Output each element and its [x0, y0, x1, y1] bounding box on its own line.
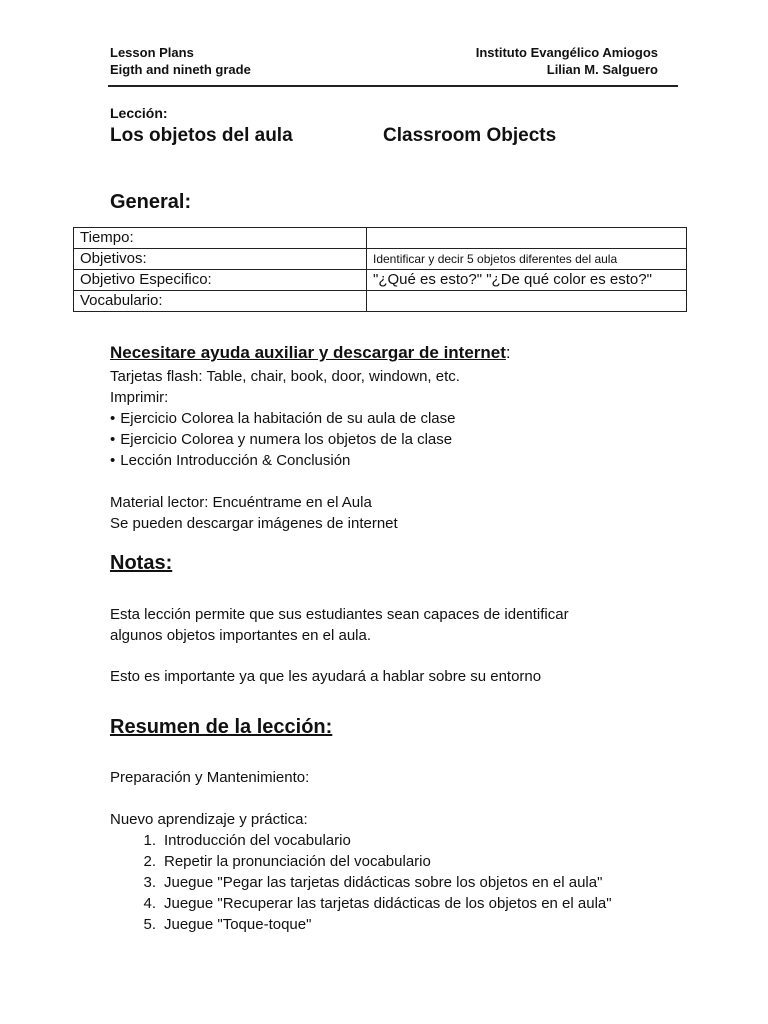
preparation-label: Preparación y Mantenimiento: — [110, 769, 310, 786]
row-label-vocabulario: Vocabulario: — [74, 291, 367, 312]
list-item: • Lección Introducción & Conclusión — [110, 450, 455, 471]
row-value-vocabulario — [367, 291, 687, 312]
list-item — [110, 893, 612, 914]
row-label-objetivo-especifico: Objetivo Especifico: — [74, 270, 367, 291]
header-grade: Eigth and nineth grade — [110, 62, 251, 77]
notes-paragraph-1b: algunos objetos importantes en el aula. — [110, 627, 372, 644]
table-row — [74, 270, 687, 291]
notes-paragraph-1a: Esta lección permite que sus estudiantes sean capaces de identificar — [110, 606, 569, 623]
table-row — [74, 291, 687, 312]
lesson-title-en: Classroom Objects — [383, 125, 557, 146]
list-item: • Ejercicio Colorea y numera los objetos de la clase — [110, 429, 455, 450]
list-item: • Ejercicio Colorea la habitación de su aula de clase — [110, 408, 455, 429]
step-text: Introducción del vocabulario — [164, 832, 351, 849]
step-text: Juegue "Pegar las tarjetas didácticas sobre los objetos en el aula" — [164, 874, 603, 891]
download-text: Se pueden descargar imágenes de internet — [110, 515, 398, 532]
step-number: 4. — [143, 895, 156, 912]
new-learning-label: Nuevo aprendizaje y práctica: — [110, 811, 308, 828]
step-number: 5. — [143, 916, 156, 933]
list-item — [110, 851, 612, 872]
step-text: Juegue "Toque-toque" — [164, 916, 312, 933]
header-institute: Instituto Evangélico Amiogos — [475, 45, 658, 60]
row-value-objetivo-especifico: "¿Qué es esto?" "¿De qué color es esto?" — [367, 270, 687, 291]
step-text: Repetir la pronunciación del vocabulario — [164, 853, 431, 870]
needs-heading-line — [110, 343, 511, 363]
row-label-objetivos: Objetivos: — [74, 249, 367, 270]
row-value-tiempo — [367, 228, 687, 249]
summary-heading: Resumen de la lección: — [110, 716, 333, 738]
row-value-objetivos: Identificar y decir 5 objetos diferentes del aula — [367, 249, 687, 270]
header-lesson-plans: Lesson Plans — [110, 45, 194, 60]
notes-paragraph-2: Esto es importante ya que les ayudará a hablar sobre su entorno — [110, 668, 542, 685]
list-item — [110, 914, 612, 935]
flash-cards-text: Tarjetas flash: Table, chair, book, door, windown, etc. — [110, 368, 460, 385]
needs-heading-colon: : — [505, 343, 511, 362]
step-number: 1. — [143, 832, 156, 849]
lesson-label: Lección: — [110, 105, 168, 121]
header-author: Lilian M. Salguero — [546, 62, 658, 77]
table-row — [74, 228, 687, 249]
header-divider — [108, 85, 678, 87]
step-number: 3. — [143, 874, 156, 891]
list-item — [110, 830, 612, 851]
steps-list — [110, 830, 612, 935]
table-row — [74, 249, 687, 270]
step-number: 2. — [143, 853, 156, 870]
general-table — [73, 227, 687, 312]
needs-heading: Necesitare ayuda auxiliar y descargar de internet — [110, 343, 506, 362]
list-item — [110, 872, 612, 893]
print-list — [110, 408, 455, 471]
reader-material-text: Material lector: Encuéntrame en el Aula — [110, 494, 372, 511]
step-text: Juegue "Recuperar las tarjetas didácticas de los objetos en el aula" — [164, 895, 612, 912]
row-label-tiempo: Tiempo: — [74, 228, 367, 249]
general-heading: General: — [110, 191, 192, 213]
print-label: Imprimir: — [110, 389, 169, 406]
notes-heading: Notas: — [110, 552, 173, 574]
lesson-title-es: Los objetos del aula — [110, 125, 293, 146]
